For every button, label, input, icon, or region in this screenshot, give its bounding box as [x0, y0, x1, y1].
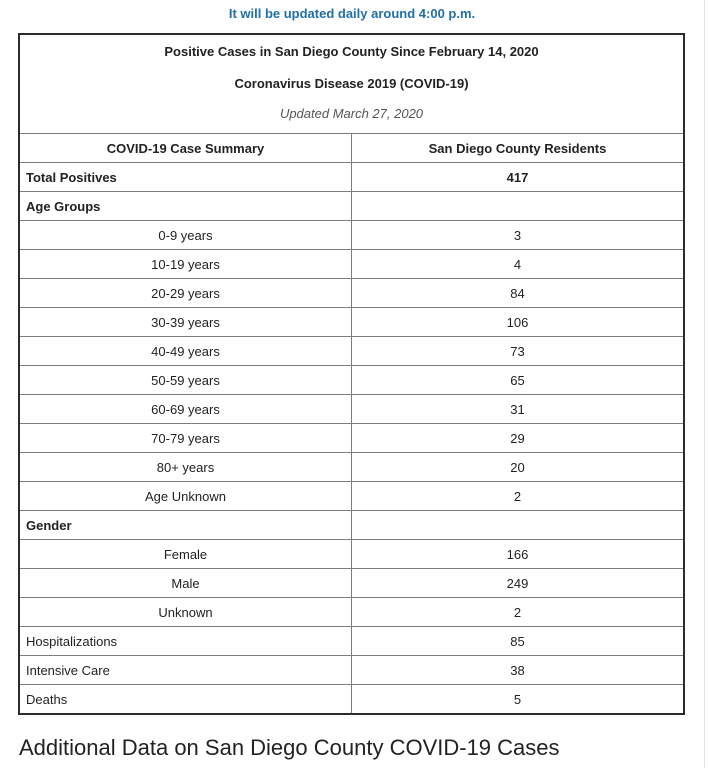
row-value: 73	[352, 337, 685, 366]
row-value: 20	[352, 453, 685, 482]
empty-cell	[352, 192, 685, 221]
row-value: 31	[352, 395, 685, 424]
case-summary-table	[18, 33, 685, 715]
row-label: Female	[19, 540, 352, 569]
total-positives-value: 417	[352, 163, 685, 192]
row-label: 0-9 years	[19, 221, 352, 250]
row-label: 10-19 years	[19, 250, 352, 279]
table-row	[19, 453, 684, 482]
row-label: 80+ years	[19, 453, 352, 482]
table-row	[19, 569, 684, 598]
row-label: 70-79 years	[19, 424, 352, 453]
row-label: 60-69 years	[19, 395, 352, 424]
row-label: Hospitalizations	[19, 627, 352, 656]
row-value: 29	[352, 424, 685, 453]
page-edge-divider	[704, 0, 705, 768]
table-row	[19, 221, 684, 250]
row-label: Unknown	[19, 598, 352, 627]
row-label: Deaths	[19, 685, 352, 715]
column-header-residents: San Diego County Residents	[352, 134, 685, 163]
row-label: Intensive Care	[19, 656, 352, 685]
table-caption-row	[19, 34, 684, 134]
table-header-row	[19, 134, 684, 163]
row-value: 38	[352, 656, 685, 685]
section-label-gender: Gender	[19, 511, 352, 540]
total-positives-label: Total Positives	[19, 163, 352, 192]
row-value: 2	[352, 598, 685, 627]
table-caption	[19, 34, 684, 134]
row-value: 84	[352, 279, 685, 308]
row-value: 65	[352, 366, 685, 395]
row-value: 2	[352, 482, 685, 511]
row-label: 20-29 years	[19, 279, 352, 308]
table-row	[19, 627, 684, 656]
row-label: Age Unknown	[19, 482, 352, 511]
table-row	[19, 366, 684, 395]
table-row	[19, 424, 684, 453]
table-row	[19, 482, 684, 511]
table-title: Positive Cases in San Diego County Since February 14, 2020	[164, 44, 539, 59]
table-row	[19, 250, 684, 279]
row-value: 5	[352, 685, 685, 715]
table-row	[19, 337, 684, 366]
table-row	[19, 685, 684, 715]
section-row-gender	[19, 511, 684, 540]
table-row	[19, 656, 684, 685]
row-value: 166	[352, 540, 685, 569]
table-subtitle: Coronavirus Disease 2019 (COVID-19)	[234, 76, 469, 91]
table-row	[19, 163, 684, 192]
row-value: 249	[352, 569, 685, 598]
row-value: 3	[352, 221, 685, 250]
row-label: Male	[19, 569, 352, 598]
section-label-age-groups: Age Groups	[19, 192, 352, 221]
update-notice: It will be updated daily around 4:00 p.m.	[228, 6, 476, 21]
row-value: 85	[352, 627, 685, 656]
table-row	[19, 598, 684, 627]
row-label: 30-39 years	[19, 308, 352, 337]
table-row	[19, 279, 684, 308]
table-row	[19, 540, 684, 569]
empty-cell	[352, 511, 685, 540]
row-label: 50-59 years	[19, 366, 352, 395]
row-value: 106	[352, 308, 685, 337]
column-header-summary: COVID-19 Case Summary	[19, 134, 352, 163]
updated-date: Updated March 27, 2020	[279, 106, 424, 121]
additional-data-heading: Additional Data on San Diego County COVID-19 Cases	[19, 735, 560, 760]
table-row	[19, 395, 684, 424]
row-value: 4	[352, 250, 685, 279]
row-label: 40-49 years	[19, 337, 352, 366]
table-row	[19, 308, 684, 337]
section-row-age-groups	[19, 192, 684, 221]
